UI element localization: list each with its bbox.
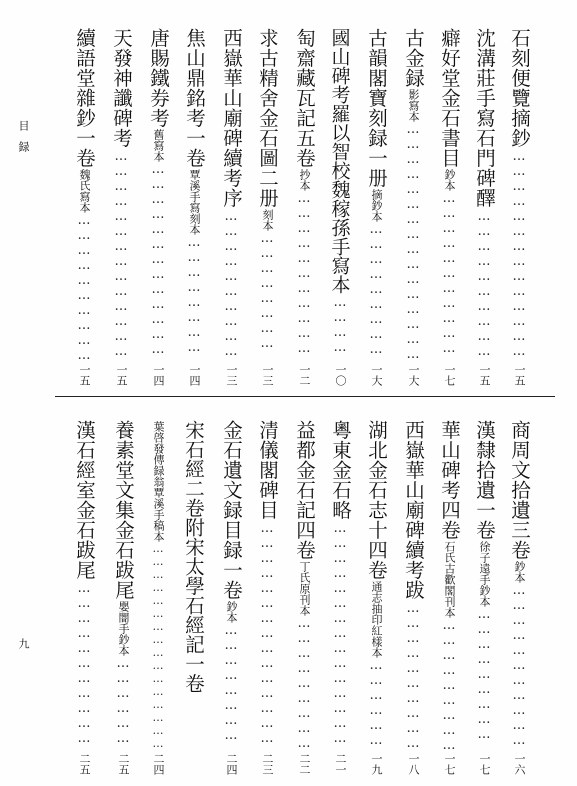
entry-note: 抄本: [298, 169, 311, 191]
toc-entry: [106, 28, 136, 386]
toc-entry: [434, 420, 464, 775]
leader-dots: [333, 521, 348, 749]
toc-entry: [504, 420, 534, 775]
entry-page: 一六: [513, 753, 526, 775]
leader-dots: [224, 623, 239, 749]
leader-dots: [151, 162, 166, 360]
toc-entry: [361, 420, 391, 775]
entry-title: 匋齋藏瓦記五卷: [293, 28, 316, 168]
entry-note: 覃溪手寫刻本: [188, 169, 201, 235]
page-number: 九: [17, 638, 30, 659]
toc-entry: [469, 420, 499, 775]
entry-title: 宋石經二卷附宋太學石經記一卷: [182, 420, 205, 693]
entry-note: 葉啓發傳録翁覃溪手稿本: [152, 421, 165, 542]
toc-entry: [108, 420, 138, 775]
leader-dots: [260, 521, 275, 749]
leader-dots: [77, 213, 92, 360]
leader-dots: [114, 149, 129, 360]
entry-note: 丁氏原刊本: [298, 561, 311, 616]
entry-note: 鈔本: [225, 601, 238, 623]
toc-sub-entry: [150, 420, 166, 775]
entry-title: 唐賜鐵券考: [147, 28, 170, 128]
leader-dots: [116, 656, 131, 749]
entry-title: 焦山鼎銘考一卷: [183, 28, 206, 168]
toc-entry: [325, 420, 355, 775]
entry-page: 一五: [478, 364, 491, 386]
entry-title: 商周文拾遺三卷: [508, 420, 531, 560]
entry-page: 二四: [225, 753, 238, 775]
entry-note: 魏氏寫本: [78, 169, 91, 213]
leader-dots: [512, 583, 527, 749]
entry-page: 一大: [407, 364, 420, 386]
entry-title: 沈溝莊手寫石門碑醳: [473, 28, 496, 208]
toc-entry: [216, 420, 246, 775]
entry-page: 一三: [225, 364, 238, 386]
entry-page: 一五: [513, 364, 526, 386]
entry-title: 國山碑考羅以智校魏稼孫手寫本: [328, 28, 351, 294]
toc-entry: [252, 420, 282, 775]
entry-title: 益都金石記四卷: [293, 420, 316, 560]
entry-page: 二二: [298, 753, 311, 775]
toc-entry: [398, 28, 428, 386]
entry-title: 西嶽華山廟碑續考序: [220, 28, 243, 208]
toc-entry: [325, 28, 355, 386]
entry-page: 一五: [115, 364, 128, 386]
entry-page: 二五: [117, 753, 130, 775]
entry-title: 清儀閣碑目: [256, 420, 279, 520]
entry-note: 影寫本: [407, 89, 420, 122]
entry-title: 求古精舍金石圖二册: [256, 28, 279, 208]
entry-title: 養素堂文集金石跋尾: [112, 420, 135, 600]
entry-page: 二三: [261, 753, 274, 775]
entry-title: 石刻便覽摘鈔: [508, 28, 531, 148]
leader-dots: [442, 191, 457, 360]
entry-title: 金石遺文録目録一卷: [220, 420, 243, 600]
leader-dots: [369, 658, 384, 749]
leader-dots: [77, 581, 92, 749]
leader-dots: [224, 209, 239, 360]
toc-entry: [143, 28, 173, 386]
toc-entry: [289, 28, 319, 386]
leader-dots: [406, 601, 421, 749]
entry-title: 癖好堂金石書目: [438, 28, 461, 168]
leader-dots: [333, 295, 348, 360]
toc-entry: [469, 28, 499, 386]
entry-page: 一八: [407, 753, 420, 775]
leader-dots: [369, 222, 384, 360]
toc-entry: [289, 420, 319, 775]
leader-dots: [297, 191, 312, 360]
entry-page: 一三: [261, 364, 274, 386]
toc-entry: [504, 28, 534, 386]
toc-entry: [361, 28, 391, 386]
entry-page: 一大: [370, 364, 383, 386]
section-divider: [55, 396, 555, 397]
entry-note: 石氏古歡閣刊本: [443, 541, 456, 618]
entry-page: 一九: [370, 753, 383, 775]
entry-title: 漢隸拾遺一卷: [473, 420, 496, 540]
leader-dots: [512, 149, 527, 360]
toc-entry: [69, 28, 99, 386]
toc-entry: [434, 28, 464, 386]
leader-dots: [187, 235, 202, 360]
toc-entry: [252, 28, 282, 386]
entry-page: 一四: [188, 364, 201, 386]
entry-note: 徐子遠手鈔本: [478, 541, 491, 607]
leader-dots: [477, 209, 492, 360]
entry-title: 古金録: [402, 28, 425, 88]
entry-note: 舊寫本: [152, 129, 165, 162]
toc-entry: [69, 420, 99, 775]
entry-note: 鈔本: [443, 169, 456, 191]
leader-dots: [297, 616, 312, 749]
entry-title: 漢石經室金石跋尾: [73, 420, 96, 580]
toc-entry: [178, 420, 208, 775]
entry-title: 續語堂雜鈔一卷: [73, 28, 96, 168]
entry-page: 二四: [152, 753, 165, 775]
leader-dots: [260, 231, 275, 360]
entry-note: 鈔本: [513, 561, 526, 583]
entry-page: 一四: [152, 364, 165, 386]
leader-dots: [406, 122, 421, 360]
entry-note: 通志抽印紅樣本: [370, 581, 383, 658]
entry-note: 嬰闇手鈔本: [117, 601, 130, 656]
entry-page: 一七: [478, 753, 491, 775]
entry-page: 一二: [298, 364, 311, 386]
toc-entry: [179, 28, 209, 386]
leader-dots: [152, 542, 165, 749]
entry-title: 湖北金石志十四卷: [365, 420, 388, 580]
entry-title: 西嶽華山廟碑續考跋: [402, 420, 425, 600]
entry-page: 一七: [443, 364, 456, 386]
leader-dots: [477, 607, 492, 749]
entry-page: 一〇: [334, 364, 347, 386]
entry-title: 粵東金石略: [329, 420, 352, 520]
leader-dots: [442, 618, 457, 749]
section-label: 目録: [17, 120, 30, 162]
entry-title: 天發神讖碑考: [110, 28, 133, 148]
entry-page: 一七: [443, 753, 456, 775]
entry-title: 華山碑考四卷: [438, 420, 461, 540]
entry-page: 一五: [78, 364, 91, 386]
entry-page: 二五: [78, 753, 91, 775]
entry-note: 刻本: [261, 209, 274, 231]
toc-entry: [398, 420, 428, 775]
toc-entry: [216, 28, 246, 386]
entry-page: 二一: [334, 753, 347, 775]
entry-note: 摘鈔本: [370, 189, 383, 222]
entry-title: 古韻閣寶刻録一册: [365, 28, 388, 188]
